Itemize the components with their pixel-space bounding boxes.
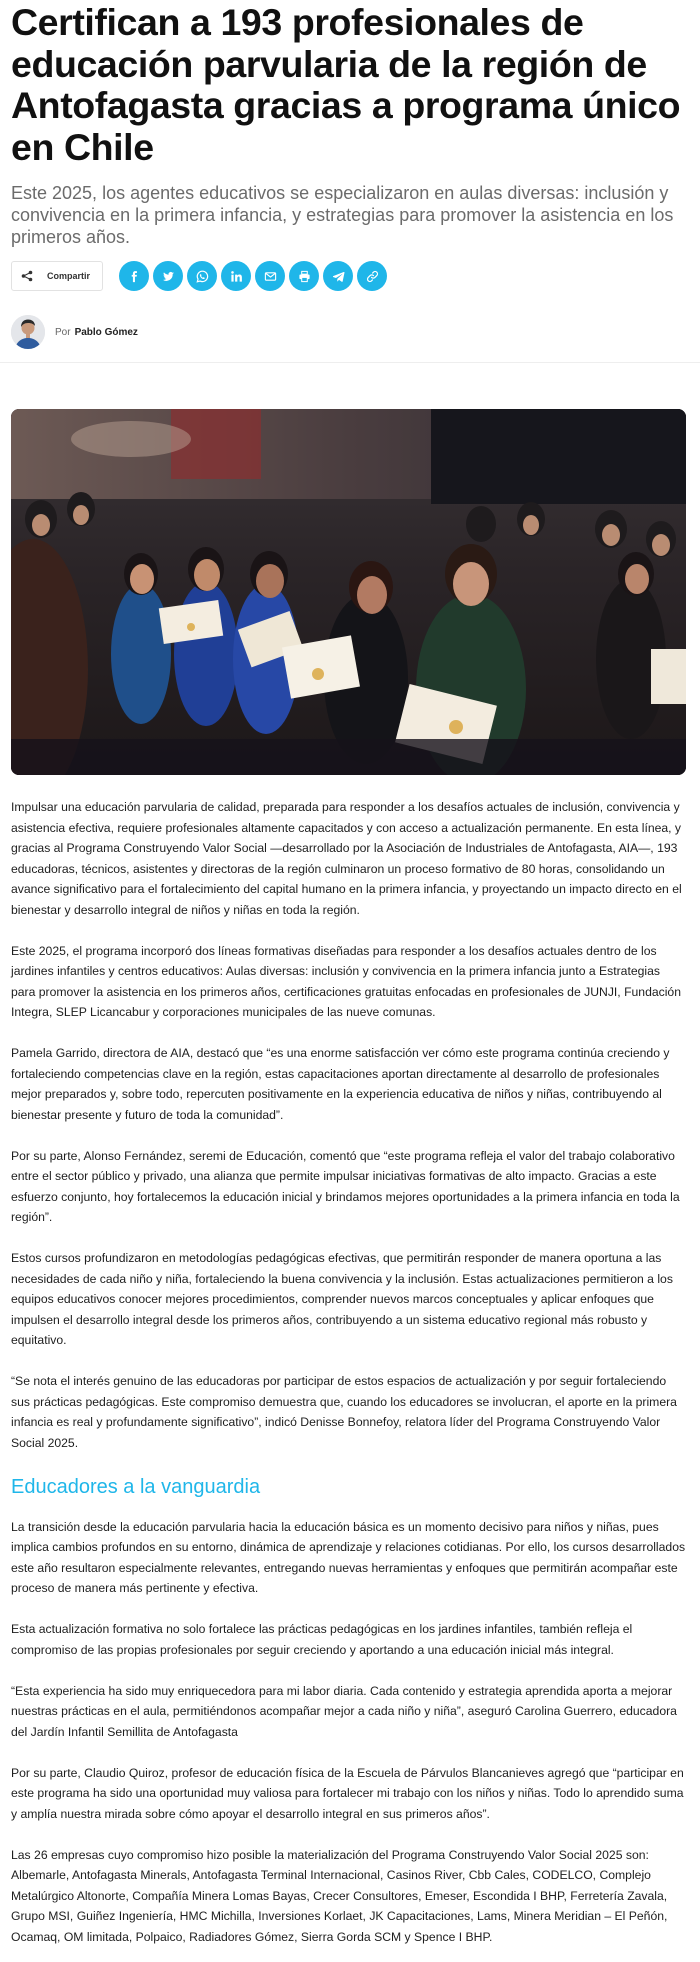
email-icon [264,270,277,283]
paragraph: Estos cursos profundizaron en metodologías pedagógicas efectivas, que permitirán responder de manera oportuna a las necesidades de cada niño y niña, fortaleciendo la buena convivencia y la inclusión. Estas actualizaciones permitieron a los equipos educativos conocer mejores procedimientos, comprender nuevos marcos conceptuales y aplicar enfoques que impulsen el desarrollo integral desde los primeros años, contribuyendo a un sistema educativo regional más robusto y equitativo. [11,1251,673,1347]
paragraph: Por su parte, Alonso Fernández, seremi de Educación, comentó que “este programa refleja el valor del trabajo colaborativo entre el sector público y privado, una alianza que permite impulsar iniciativas formativas de alto impacto. Gracias a este esfuerzo conjunto, hoy fortalecemos la educación inicial y brindamos mejores oportunidades a la primera infancia en toda la región”. [11,1148,680,1224]
paragraph: Pamela Garrido, directora de AIA, destacó que “es una enorme satisfacción ver cómo este programa continúa creciendo y fortaleciendo competencias clave en la región, estas capacitaciones aportan directamente al desarrollo de profesionales mejor preparados y, sobre todo, repercuten positivamente en la experiencia educativa de niños y niñas, contribuyendo al bienestar presente y futuro de toda la comunidad”. [11,1046,670,1122]
article-body [11,797,687,1962]
avatar-image [11,315,45,349]
email-button[interactable] [255,261,285,291]
author-avatar[interactable] [11,315,45,349]
paragraph: Impulsar una educación parvularia de calidad, preparada para responder a los desafíos actuales de inclusión, convivencia y asistencia efectiva, requiere profesionales altamente capacitados y con acceso a actualización permanente. En esta línea, y gracias al Programa Construyendo Valor Social —desarrollado por la Asociación de Industriales de Antofagasta, AIA—, 193 educadoras, técnicos, asistentes y directoras de la región culminaron un proceso formativo de 80 horas, consolidando un avance significativo para el fortalecimiento del capital humano en la primera infancia, y proyectando un impacto directo en el bienestar y desarrollo integral de niños y niñas en toda la región. [11,800,682,917]
print-icon [298,270,311,283]
share-icon [21,270,33,282]
author-prefix: Por [55,326,71,338]
facebook-button[interactable] [119,261,149,291]
article-title: Certifican a 193 profesionales de educación parvularia de la región de Antofagasta gracias a programa único en Chile [11,1,681,168]
paragraph: “Esta experiencia ha sido muy enriquecedora para mi labor diaria. Cada contenido y estrategia aprendida aporta a mejorar nuestras prácticas en el aula, permitiéndonos acompañar mejor a cada niño y niña”, aseguró Carolina Guerrero, educadora del Jardín Infantil Semillita de Antofagasta [11,1683,677,1739]
share-bar [11,261,691,291]
article-photo [11,409,686,775]
twitter-icon [162,270,175,283]
paragraph: Este 2025, el programa incorporó dos líneas formativas diseñadas para responder a los desafíos actuales dentro de los jardines infantiles y centros educativos: Aulas diversas: inclusión y convivencia en la primera infancia junto a Estrategias para promover la asistencia en los primeros años, certificaciones gratuitas enfocadas en profesionales de JUNJI, Fundación Integra, SLEP Licancabur y corporaciones municipales de las nueve comunas. [11,943,681,1019]
graduation-photo [11,409,686,775]
linkedin-button[interactable] [221,261,251,291]
share-label: Compartir [47,271,91,281]
link-icon [366,270,379,283]
twitter-button[interactable] [153,261,183,291]
linkedin-icon [230,270,243,283]
facebook-icon [128,270,141,283]
whatsapp-icon [196,270,209,283]
paragraph: La transición desde la educación parvularia hacia la educación básica es un momento decisivo para niños y niñas, pues implica cambios profundos en su entorno, dinámica de aprendizaje y relaciones cotidianas. Por ello, los cursos desarrollados este año resultaron especialmente relevantes, entregando nuevas herramientas y enfoques que permitirán acompañar este proceso de manera más pertinente y efectiva. [11,1519,686,1595]
telegram-button[interactable] [323,261,353,291]
paragraph: Esta actualización formativa no solo fortalece las prácticas pedagógicas en los jardines infantiles, también refleja el compromiso de las propias profesionales por seguir creciendo y aportando a una educación inicial más integral. [11,1622,633,1657]
share-button[interactable] [11,261,103,291]
author-name[interactable]: Pablo Gómez [74,326,138,338]
divider [0,362,700,363]
author-byline [11,314,411,350]
whatsapp-button[interactable] [187,261,217,291]
paragraph: Por su parte, Claudio Quiroz, profesor de educación física de la Escuela de Párvulos Blancanieves agregó que “participar en este programa ha sido una oportunidad muy valiosa para fortalecer mi trabajo con los niños y niñas. Todo lo aprendido suma y amplía nuestra mirada sobre cómo apoyar el desarrollo integral en sus primeros años”. [11,1765,684,1821]
article-subtitle: Este 2025, los agentes educativos se especializaron en aulas diversas: inclusión y convivencia en la primera infancia, y estrategias para promover la asistencia en los primeros años. [11,183,674,247]
telegram-icon [332,270,345,283]
paragraph: “Se nota el interés genuino de las educadoras por participar de estos espacios de actualización y por seguir fortaleciendo sus prácticas pedagógicas. Este compromiso demuestra que, cuando los educadores se involucran, el aporte en la primera infancia es real y profundamente significativo”, indicó Denisse Bonnefoy, relatora líder del Programa Construyendo Valor Social 2025. [11,1374,677,1450]
copy-link-button[interactable] [357,261,387,291]
paragraph: Las 26 empresas cuyo compromiso hizo posible la materialización del Programa Construyendo Valor Social 2025 son: Albemarle, Antofagasta Minerals, Antofagasta Terminal Internacional, Casinos River, Cbb Cales, CODELCO, Complejo Metalúrgico Altonorte, Compañía Minera Lomas Bayas, Crecer Consultores, Emeser, Escondida I BHP, Ferretería Zavala, Grupo MSI, Guiñez Ingeniería, HMC Michilla, Inversiones Korlaet, JK Capacitaciones, Lams, Minera Meridian – El Peñón, Ocamaq, OM limitada, Polpaico, Radiadores Gómez, Sierra Gorda SCM y Spence I BHP. [11,1847,668,1944]
print-button[interactable] [289,261,319,291]
section-heading: Educadores a la vanguardia [11,1475,261,1498]
